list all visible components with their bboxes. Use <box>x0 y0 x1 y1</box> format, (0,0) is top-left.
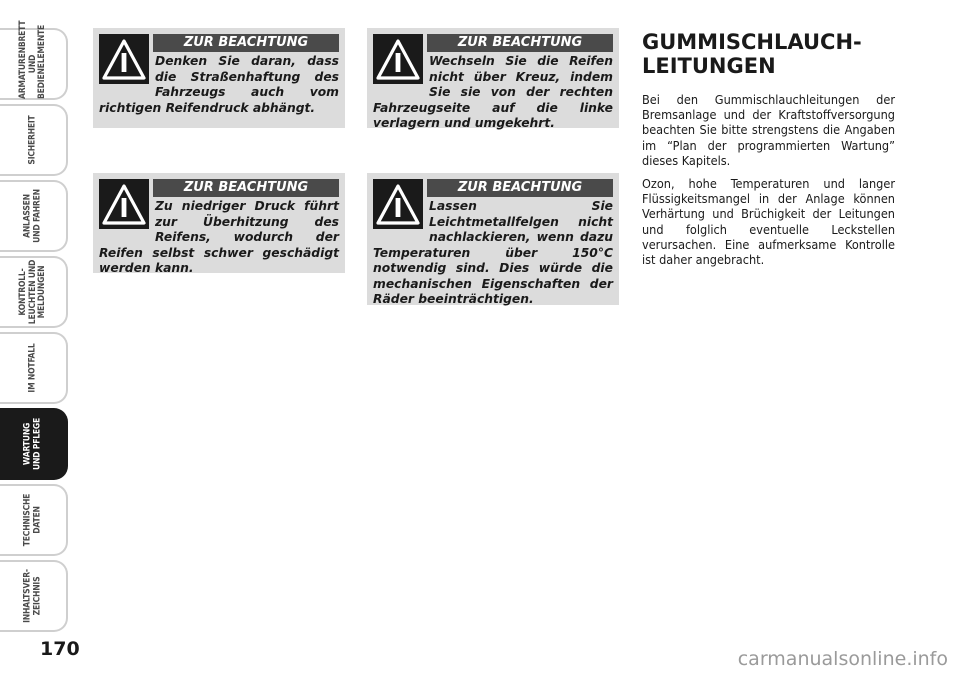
warning-heading: ZUR BEACHTUNG <box>427 34 613 52</box>
warning-text: Lassen Sie Leichtmetallfelgen nicht nachlackieren, wenn dazu Temperaturen über 150°C notwendig sind. Dies würde die mechanischen Eigenschaften der Räder beeinträchtigen. <box>373 199 613 306</box>
warning-triangle-icon <box>373 34 423 84</box>
warning-text: Zu niedriger Druck führt zur Überhitzung des Reifens, wodurch der Reifen selbst schwer geschädigt werden kann. <box>99 199 339 275</box>
warning-text: Denken Sie daran, dass die Straßenhaftung des Fahrzeugs auch vom richtigen Reifendruck abhängt. <box>99 54 339 115</box>
warning-heading: ZUR BEACHTUNG <box>153 34 339 52</box>
tab-anlassen[interactable] <box>0 180 68 252</box>
tab-label: ANLASSEN UND FAHREN <box>22 189 42 243</box>
section-body <box>642 92 895 275</box>
warning-triangle-icon <box>373 179 423 229</box>
warning-heading: ZUR BEACHTUNG <box>427 179 613 197</box>
warning-box <box>367 173 619 305</box>
tab-technische-daten[interactable] <box>0 484 68 556</box>
tab-label: SICHERHEIT <box>27 115 38 165</box>
page-number: 170 <box>40 638 80 660</box>
warning-text: Wechseln Sie die Reifen nicht über Kreuz, indem Sie sie von der rechten Fahrzeugseite auf die linke verlagern und umgekehrt. <box>373 54 613 130</box>
warning-box <box>93 28 345 128</box>
tab-label: ARMATURENBRETT UND BEDIENELEMENTE <box>17 20 47 99</box>
section-title: GUMMISCHLAUCH- LEITUNGEN <box>642 30 862 78</box>
tab-wartung-und-pflege[interactable] <box>0 408 68 480</box>
chapter-tabs <box>0 20 72 636</box>
warning-triangle-icon <box>99 34 149 84</box>
paragraph: Bei den Gummischlauchleitungen der Bremsanlage und der Kraftstoffversorgung beachten Sie bitte strengstens die Angaben im “Plan der programmierten Wartung” dieses Kapitels. <box>642 92 895 168</box>
tab-armaturenbrett[interactable] <box>0 20 68 100</box>
tab-label: INHALTSVER- ZEICHNIS <box>22 569 42 623</box>
tab-sicherheit[interactable] <box>0 104 68 176</box>
tab-label: WARTUNG UND PFLEGE <box>22 417 42 471</box>
paragraph: Ozon, hohe Temperaturen und langer Flüssigkeitsmangel in der Anlage können Verhärtung und Brüchigkeit der Leitungen und folglich eventuelle Leckstellen verursachen. Eine aufmerksame Kontrolle ist daher angebracht. <box>642 176 895 268</box>
warning-heading: ZUR BEACHTUNG <box>153 179 339 197</box>
tab-inhaltsverzeichnis[interactable] <box>0 560 68 632</box>
tab-kontrollleuchten[interactable] <box>0 256 68 328</box>
tab-label: KONTROLL- LEUCHTEN UND MELDUNGEN <box>17 259 47 325</box>
warning-triangle-icon <box>99 179 149 229</box>
warning-box <box>367 28 619 128</box>
tab-im-notfall[interactable] <box>0 332 68 404</box>
watermark: carmanualsonline.info <box>737 648 948 670</box>
tab-label: TECHNISCHE DATEN <box>22 493 42 547</box>
warning-box <box>93 173 345 273</box>
tab-label: IM NOTFALL <box>27 343 38 393</box>
